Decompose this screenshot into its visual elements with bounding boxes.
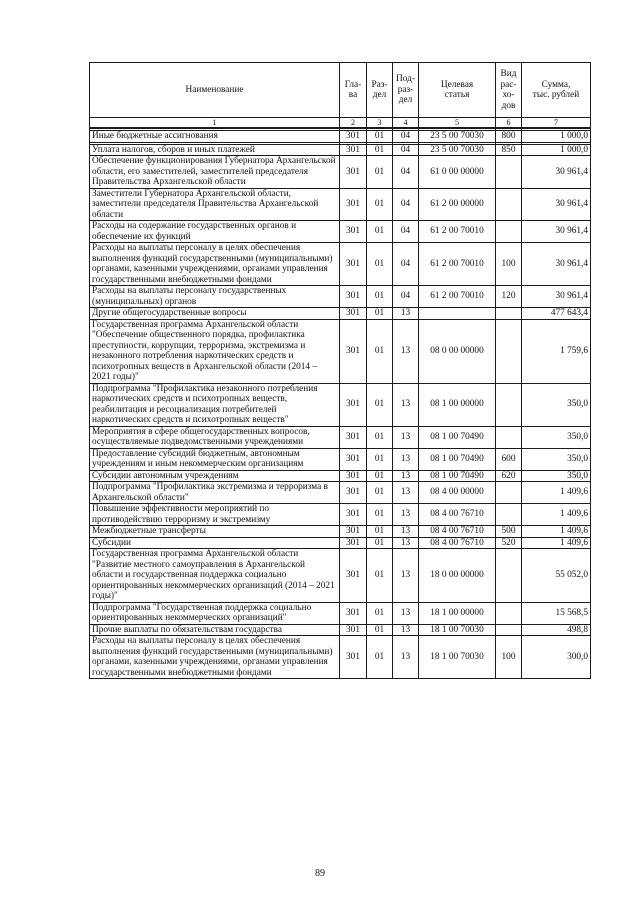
row-chapter: 301 — [340, 448, 367, 470]
row-article: 08 4 00 76710 — [419, 526, 496, 538]
row-kind: 500 — [496, 526, 522, 538]
row-name: Повышение эффективности мероприятий по противодействию терроризму и экстремизму — [90, 504, 340, 526]
page-number: 89 — [315, 868, 325, 879]
row-section: 01 — [367, 221, 393, 243]
row-name: Обеспечение функционирования Губернатора Архангельской области, его заместителей, заместителей председателя Правительства Архангельской области — [90, 156, 340, 189]
row-article: 61 0 00 00000 — [419, 156, 496, 189]
row-sum: 1 000,0 — [522, 131, 591, 143]
row-article: 08 4 00 00000 — [419, 482, 496, 504]
table-row — [90, 243, 591, 286]
row-kind — [496, 383, 522, 426]
row-article: 18 0 00 00000 — [419, 549, 496, 603]
column-numbers-row — [90, 118, 591, 129]
row-name: Прочие выплаты по обязательствам государства — [90, 624, 340, 636]
row-article: 23 5 00 70030 — [419, 131, 496, 143]
row-subsection: 04 — [393, 286, 419, 308]
row-chapter: 301 — [340, 426, 367, 448]
row-article: 08 1 00 70490 — [419, 470, 496, 482]
row-chapter: 301 — [340, 526, 367, 538]
row-sum: 30 961,4 — [522, 188, 591, 221]
row-kind: 100 — [496, 636, 522, 679]
row-article: 08 4 00 76710 — [419, 504, 496, 526]
row-section: 01 — [367, 308, 393, 320]
row-subsection: 04 — [393, 188, 419, 221]
row-section: 01 — [367, 482, 393, 504]
row-kind — [496, 426, 522, 448]
row-article: 61 2 00 70010 — [419, 243, 496, 286]
row-article: 61 2 00 70010 — [419, 221, 496, 243]
row-kind: 520 — [496, 537, 522, 549]
row-kind: 100 — [496, 243, 522, 286]
row-kind — [496, 602, 522, 624]
column-number: 4 — [393, 118, 419, 129]
header-section: Раз- дел — [367, 63, 393, 118]
column-number: 7 — [522, 118, 591, 129]
row-article: 08 4 00 76710 — [419, 537, 496, 549]
row-article: 08 1 00 70490 — [419, 426, 496, 448]
row-name: Заместители Губернатора Архангельской области, заместители председателя Правительства Архангельской области — [90, 188, 340, 221]
row-name: Субсидии — [90, 537, 340, 549]
row-name: Расходы на содержание государственных органов и обеспечение их функций — [90, 221, 340, 243]
table-row — [90, 549, 591, 603]
row-name: Подпрограмма "Государственная поддержка социально ориентированных некоммерческих организаций" — [90, 602, 340, 624]
table-row — [90, 537, 591, 549]
header-name: Наименование — [90, 63, 340, 118]
row-subsection: 13 — [393, 602, 419, 624]
row-chapter: 301 — [340, 188, 367, 221]
row-chapter: 301 — [340, 319, 367, 383]
table-row — [90, 131, 591, 143]
row-section: 01 — [367, 319, 393, 383]
row-name: Иные бюджетные ассигнования — [90, 131, 340, 143]
row-chapter: 301 — [340, 537, 367, 549]
row-subsection: 13 — [393, 319, 419, 383]
row-article: 61 2 00 70010 — [419, 286, 496, 308]
row-name: Государственная программа Архангельской области "Развитие местного самоуправления в Архангельской области и государственная поддержка социально ориентированных некоммерческих организаций (2014 – 2021 годы)" — [90, 549, 340, 603]
row-sum: 1 409,6 — [522, 504, 591, 526]
row-subsection: 13 — [393, 504, 419, 526]
row-sum: 1 409,6 — [522, 482, 591, 504]
row-section: 01 — [367, 448, 393, 470]
row-sum: 300,0 — [522, 636, 591, 679]
row-subsection: 13 — [393, 537, 419, 549]
row-subsection: 13 — [393, 624, 419, 636]
row-subsection: 04 — [393, 221, 419, 243]
row-name: Межбюджетные трансферты — [90, 526, 340, 538]
row-subsection: 13 — [393, 448, 419, 470]
row-chapter: 301 — [340, 156, 367, 189]
table-header-row — [90, 63, 591, 118]
table-row — [90, 470, 591, 482]
row-subsection: 13 — [393, 549, 419, 603]
row-kind — [496, 188, 522, 221]
row-section: 01 — [367, 426, 393, 448]
column-number: 3 — [367, 118, 393, 129]
row-chapter: 301 — [340, 131, 367, 143]
row-kind: 620 — [496, 470, 522, 482]
row-subsection: 13 — [393, 470, 419, 482]
row-kind: 600 — [496, 448, 522, 470]
row-kind — [496, 624, 522, 636]
row-sum: 1 759,6 — [522, 319, 591, 383]
row-article: 18 1 00 70030 — [419, 636, 496, 679]
row-section: 01 — [367, 286, 393, 308]
row-name: Подпрограмма "Профилактика незаконного потребления наркотических средств и психотропных веществ, реабилитация и ресоциализация потребителей наркотических средств и психотропных веществ" — [90, 383, 340, 426]
row-kind: 120 — [496, 286, 522, 308]
row-chapter: 301 — [340, 470, 367, 482]
row-kind — [496, 482, 522, 504]
row-sum: 1 409,6 — [522, 537, 591, 549]
row-chapter: 301 — [340, 243, 367, 286]
row-sum: 350,0 — [522, 426, 591, 448]
row-chapter: 301 — [340, 286, 367, 308]
row-section: 01 — [367, 470, 393, 482]
row-subsection: 13 — [393, 482, 419, 504]
table-row — [90, 482, 591, 504]
row-sum: 350,0 — [522, 383, 591, 426]
row-kind — [496, 308, 522, 320]
row-subsection: 04 — [393, 243, 419, 286]
row-article: 18 1 00 70030 — [419, 624, 496, 636]
row-section: 01 — [367, 243, 393, 286]
row-section: 01 — [367, 504, 393, 526]
row-section: 01 — [367, 131, 393, 143]
header-subsection: Под- раз- дел — [393, 63, 419, 118]
row-sum: 30 961,4 — [522, 221, 591, 243]
row-subsection: 04 — [393, 144, 419, 156]
column-number: 6 — [496, 118, 522, 129]
table-row — [90, 156, 591, 189]
row-section: 01 — [367, 156, 393, 189]
row-sum: 55 052,0 — [522, 549, 591, 603]
row-name: Субсидии автономным учреждениям — [90, 470, 340, 482]
row-kind: 850 — [496, 144, 522, 156]
row-name: Подпрограмма "Профилактика экстремизма и терроризма в Архангельской области" — [90, 482, 340, 504]
row-kind — [496, 156, 522, 189]
header-kind: Вид рас- хо- дов — [496, 63, 522, 118]
column-number: 1 — [90, 118, 340, 129]
row-name: Другие общегосударственные вопросы — [90, 308, 340, 320]
row-article: 08 1 00 70490 — [419, 448, 496, 470]
row-name: Мероприятия в сфере общегосударственных вопросов, осуществляемые подведомственными учреждениями — [90, 426, 340, 448]
row-chapter: 301 — [340, 602, 367, 624]
row-chapter: 301 — [340, 308, 367, 320]
row-section: 01 — [367, 383, 393, 426]
row-name: Уплата налогов, сборов и иных платежей — [90, 144, 340, 156]
row-section: 01 — [367, 526, 393, 538]
row-name: Предоставление субсидий бюджетным, автономным учреждениям и иным некоммерческим организациям — [90, 448, 340, 470]
header-sum: Сумма, тыс. рублей — [522, 63, 591, 118]
table-row — [90, 383, 591, 426]
table-row — [90, 426, 591, 448]
row-sum: 30 961,4 — [522, 286, 591, 308]
row-kind — [496, 504, 522, 526]
row-section: 01 — [367, 624, 393, 636]
row-kind — [496, 549, 522, 603]
table-row — [90, 308, 591, 320]
row-chapter: 301 — [340, 221, 367, 243]
header-chapter: Гла- ва — [340, 63, 367, 118]
row-section: 01 — [367, 602, 393, 624]
row-sum: 477 643,4 — [522, 308, 591, 320]
row-subsection: 13 — [393, 636, 419, 679]
row-subsection: 04 — [393, 156, 419, 189]
row-chapter: 301 — [340, 482, 367, 504]
row-chapter: 301 — [340, 144, 367, 156]
row-section: 01 — [367, 636, 393, 679]
table-row — [90, 636, 591, 679]
row-article: 18 1 00 00000 — [419, 602, 496, 624]
row-sum: 350,0 — [522, 470, 591, 482]
row-section: 01 — [367, 549, 393, 603]
table-row — [90, 504, 591, 526]
row-name: Расходы на выплаты персоналу государственных (муниципальных) органов — [90, 286, 340, 308]
row-article: 08 0 00 00000 — [419, 319, 496, 383]
row-subsection: 13 — [393, 308, 419, 320]
row-sum: 30 961,4 — [522, 243, 591, 286]
row-sum: 498,8 — [522, 624, 591, 636]
row-kind — [496, 319, 522, 383]
table-row — [90, 286, 591, 308]
table-row — [90, 624, 591, 636]
table-row — [90, 144, 591, 156]
row-sum: 15 568,5 — [522, 602, 591, 624]
row-chapter: 301 — [340, 549, 367, 603]
table-row — [90, 319, 591, 383]
table-row — [90, 602, 591, 624]
row-chapter: 301 — [340, 624, 367, 636]
row-article: 61 2 00 00000 — [419, 188, 496, 221]
row-name: Расходы на выплаты персоналу в целях обеспечения выполнения функций государственными (муниципальными) органами, казенными учреждениями, органами управления государственными внебюджетными фондами — [90, 636, 340, 679]
row-sum: 1 409,6 — [522, 526, 591, 538]
header-article: Целевая статья — [419, 63, 496, 118]
row-chapter: 301 — [340, 504, 367, 526]
row-kind — [496, 221, 522, 243]
row-subsection: 13 — [393, 383, 419, 426]
row-section: 01 — [367, 188, 393, 221]
table-row — [90, 448, 591, 470]
table-row — [90, 188, 591, 221]
table-row — [90, 221, 591, 243]
column-number: 2 — [340, 118, 367, 129]
row-chapter: 301 — [340, 383, 367, 426]
row-sum: 1 000,0 — [522, 144, 591, 156]
row-sum: 30 961,4 — [522, 156, 591, 189]
column-number: 5 — [419, 118, 496, 129]
row-subsection: 13 — [393, 426, 419, 448]
row-subsection: 13 — [393, 526, 419, 538]
row-subsection: 04 — [393, 131, 419, 143]
row-kind: 800 — [496, 131, 522, 143]
row-article — [419, 308, 496, 320]
row-name: Государственная программа Архангельской области "Обеспечение общественного порядка, профилактика преступности, коррупции, терроризма, экстремизма и незаконного потребления наркотических средств и психотропных веществ в Архангельской области (2014 – 2021 годы)" — [90, 319, 340, 383]
row-name: Расходы на выплаты персоналу в целях обеспечения выполнения функций государственными (муниципальными) органами, казенными учреждениями, органами управления государственными внебюджетными фондами — [90, 243, 340, 286]
row-sum: 350,0 — [522, 448, 591, 470]
table-row — [90, 526, 591, 538]
row-article: 08 1 00 00000 — [419, 383, 496, 426]
row-chapter: 301 — [340, 636, 367, 679]
budget-table — [89, 62, 591, 679]
row-article: 23 5 00 70030 — [419, 144, 496, 156]
row-section: 01 — [367, 537, 393, 549]
row-section: 01 — [367, 144, 393, 156]
